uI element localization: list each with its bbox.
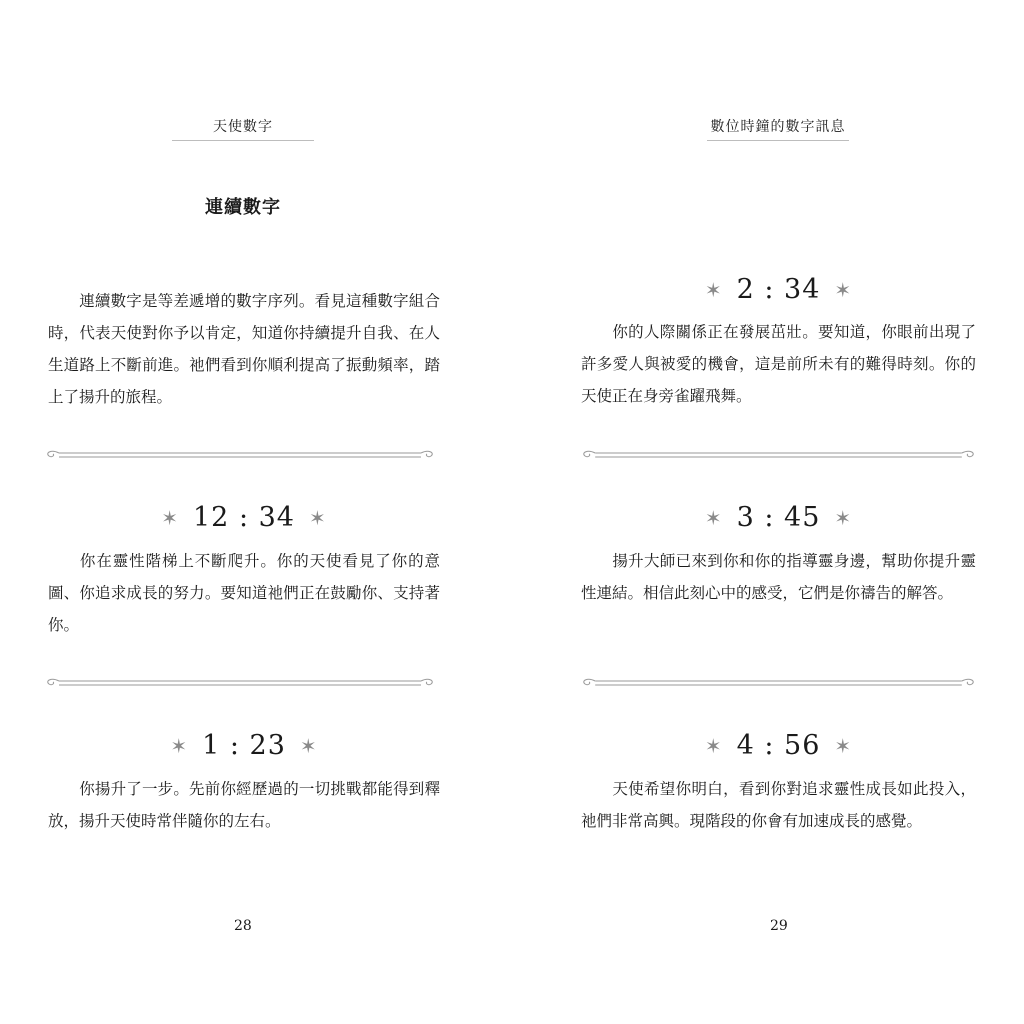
entry-text: 你在靈性階梯上不斷爬升。你的天使看見了你的意圖、你追求成長的努力。要知道祂們正在鼓勵你、支持著你。 <box>48 552 440 634</box>
six-point-star-icon: ✶ <box>704 505 723 530</box>
ornament-divider <box>45 449 435 461</box>
six-point-star-icon: ✶ <box>161 505 179 530</box>
six-point-star-icon: ✶ <box>299 733 318 758</box>
scroll-divider-icon <box>45 677 435 689</box>
entry-text: 天使希望你明白，看到你對追求靈性成長如此投入，祂們非常高興。現階段的你會有加速成長的感覺。 <box>581 780 976 830</box>
running-head: 數位時鐘的數字訊息 <box>707 116 849 141</box>
section-title: 連續數字 <box>205 197 281 218</box>
page-number: 29 <box>770 918 788 934</box>
six-point-star-icon: ✶ <box>704 277 723 302</box>
entry-paragraph <box>581 545 976 609</box>
time-label: 12 : 34 <box>193 502 295 533</box>
intro-paragraph <box>48 285 440 413</box>
six-point-star-icon: ✶ <box>834 733 853 758</box>
entry-paragraph <box>581 316 976 412</box>
entry-paragraph <box>48 773 440 837</box>
ornament-divider <box>581 449 976 461</box>
entry-text: 你揚升了一步。先前你經歷過的一切挑戰都能得到釋放，揚升天使時常伴隨你的左右。 <box>48 780 440 830</box>
ornament-divider <box>45 677 435 689</box>
time-heading-234 <box>581 274 976 305</box>
time-heading-345 <box>581 502 976 533</box>
time-label: 2 : 34 <box>736 274 821 305</box>
entry-paragraph <box>581 773 976 837</box>
six-point-star-icon: ✶ <box>704 733 723 758</box>
page-number: 28 <box>234 918 252 934</box>
six-point-star-icon: ✶ <box>834 505 853 530</box>
scroll-divider-icon <box>581 449 976 461</box>
six-point-star-icon: ✶ <box>834 277 853 302</box>
entry-text: 你的人際關係正在發展茁壯。要知道，你眼前出現了許多愛人與被愛的機會，這是前所未有的難得時刻。你的天使正在身旁雀躍飛舞。 <box>581 323 976 405</box>
intro-text: 連續數字是等差遞增的數字序列。看見這種數字組合時，代表天使對你予以肯定，知道你持續提升自我、在人生道路上不斷前進。祂們看到你順利提高了振動頻率，踏上了揚升的旅程。 <box>48 292 440 406</box>
time-heading-1234 <box>48 502 440 533</box>
six-point-star-icon: ✶ <box>308 505 327 530</box>
entry-paragraph <box>48 545 440 641</box>
ornament-divider <box>581 677 976 689</box>
scroll-divider-icon <box>45 449 435 461</box>
time-label: 4 : 56 <box>736 730 821 761</box>
time-label: 3 : 45 <box>736 502 821 533</box>
time-label: 1 : 23 <box>202 730 286 761</box>
running-head: 天使數字 <box>172 116 314 141</box>
right-page <box>512 0 1024 1024</box>
six-point-star-icon: ✶ <box>170 733 189 758</box>
time-heading-123 <box>48 730 440 761</box>
scroll-divider-icon <box>581 677 976 689</box>
time-heading-456 <box>581 730 976 761</box>
entry-text: 揚升大師已來到你和你的指導靈身邊，幫助你提升靈性連結。相信此刻心中的感受，它們是你禱告的解答。 <box>581 552 976 602</box>
